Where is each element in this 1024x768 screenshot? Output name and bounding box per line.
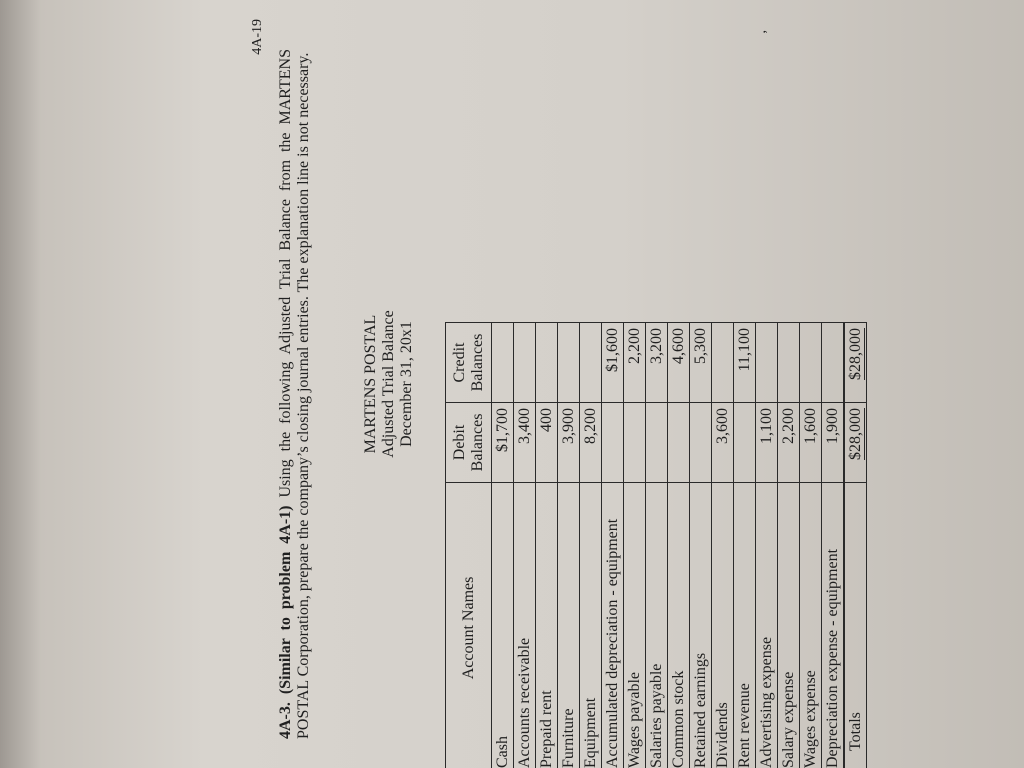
debit-value: 1,100 <box>756 402 778 482</box>
credit-value <box>756 323 778 403</box>
credit-value <box>558 323 580 403</box>
table-row <box>690 323 712 768</box>
account-name: Furniture <box>558 482 580 768</box>
debit-value <box>668 402 690 482</box>
account-name: Wages payable <box>624 482 646 768</box>
debit-value <box>602 402 624 482</box>
account-name: Salaries payable <box>646 482 668 768</box>
account-name: Retained earnings <box>690 482 712 768</box>
table-row <box>734 323 756 768</box>
total-debit-value: $28,000 <box>847 408 867 460</box>
credit-value <box>580 323 602 403</box>
report-title: Adjusted Trial Balance <box>380 310 397 458</box>
account-name: Prepaid rent <box>536 482 558 768</box>
debit-value <box>690 402 712 482</box>
table-row <box>580 323 602 768</box>
totals-row <box>844 323 867 768</box>
debit-value: 3,400 <box>514 402 536 482</box>
account-name: Dividends <box>712 482 734 768</box>
account-name: Advertising expense <box>756 482 778 768</box>
page-number: 4A-19 <box>250 19 265 55</box>
account-name: Depreciation expense - equipment <box>822 482 845 768</box>
account-name: Accounts receivable <box>514 482 536 768</box>
account-name: Common stock <box>668 482 690 768</box>
table-row <box>668 323 690 768</box>
credit-value: $1,600 <box>602 323 624 403</box>
debit-value: 1,900 <box>822 402 845 482</box>
problem-text: Using the following Adjusted Trial Balance from the MARTENS POSTAL Corporation, prepare the company’s closing journal entries. The explanation line is not necessary. <box>277 49 312 739</box>
credit-value <box>800 323 822 403</box>
credit-value <box>514 323 536 403</box>
credit-value: 11,100 <box>734 323 756 403</box>
header-account-names: Account Names <box>446 482 492 768</box>
credit-value: 2,200 <box>624 323 646 403</box>
credit-value <box>492 323 514 403</box>
table-row <box>756 323 778 768</box>
problem-statement <box>277 49 313 739</box>
table-row <box>800 323 822 768</box>
header-credit-balances: Credit Balances <box>446 323 492 403</box>
header-debit-balances: Debit Balances <box>446 402 492 482</box>
debit-value <box>734 402 756 482</box>
account-name: Accumulated depreciation - equipment <box>602 482 624 768</box>
table-row <box>778 323 800 768</box>
credit-value <box>712 323 734 403</box>
trial-balance-table <box>445 322 867 768</box>
debit-value: 1,600 <box>800 402 822 482</box>
account-name: Cash <box>492 482 514 768</box>
debit-value: 3,900 <box>558 402 580 482</box>
table-row <box>602 323 624 768</box>
credit-value: 3,200 <box>646 323 668 403</box>
pen-mark: , <box>754 30 769 34</box>
table-row <box>624 323 646 768</box>
credit-value <box>778 323 800 403</box>
table-row <box>646 323 668 768</box>
debit-value: 3,600 <box>712 402 734 482</box>
debit-value: 2,200 <box>778 402 800 482</box>
account-name: Wages expense <box>800 482 822 768</box>
total-credit-value: $28,000 <box>847 328 867 380</box>
table-row <box>712 323 734 768</box>
debit-value <box>646 402 668 482</box>
credit-value <box>536 323 558 403</box>
report-date: December 31, 20x1 <box>398 321 415 447</box>
problem-number: 4A-3. (Similar to problem 4A-1) <box>277 505 294 739</box>
table-row <box>492 323 514 768</box>
table-row <box>822 323 845 768</box>
debit-value: $1,700 <box>492 402 514 482</box>
debit-value: 400 <box>536 402 558 482</box>
credit-value <box>822 323 845 403</box>
credit-value: 5,300 <box>690 323 712 403</box>
table-header-row <box>446 323 492 768</box>
account-name: Salary expense <box>778 482 800 768</box>
debit-value: 8,200 <box>580 402 602 482</box>
table-row <box>514 323 536 768</box>
table-row <box>536 323 558 768</box>
table-row <box>558 323 580 768</box>
totals-label: Totals <box>844 482 867 768</box>
total-debit <box>844 402 867 482</box>
company-name: MARTENS POSTAL <box>362 314 379 454</box>
debit-value <box>624 402 646 482</box>
account-name: Rent revenue <box>734 482 756 768</box>
account-name: Equipment <box>580 482 602 768</box>
credit-value: 4,600 <box>668 323 690 403</box>
total-credit <box>844 323 867 403</box>
textbook-page <box>162 0 862 768</box>
